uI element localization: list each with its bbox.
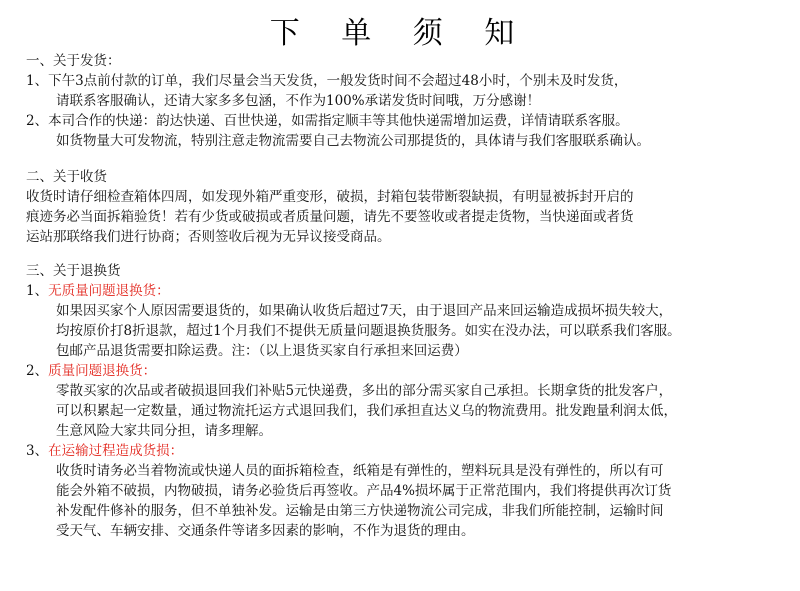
returns-item-1-line-3: 包邮产品退货需要扣除运费。注：（以上退货买家自行承担来回运费） bbox=[56, 343, 468, 359]
returns-item-2-heading bbox=[26, 362, 156, 380]
item-number: 2、 bbox=[26, 363, 49, 379]
item-number: 3、 bbox=[26, 443, 49, 459]
returns-item-3-line-1: 收货时请务必当着物流或快递人员的面拆箱检查，纸箱是有弹性的，塑料玩具是没有弹性的，所以有可 bbox=[56, 463, 664, 479]
returns-item-3-line-2: 能会外箱不破损，内物破损，请务必验货后再签收。产品4%损坏属于正常范围内，我们将提供再次订货 bbox=[56, 483, 672, 499]
item-number: 1、 bbox=[26, 283, 49, 299]
shipping-item-1-line-1: 1、下午3点前付款的订单，我们尽量会当天发货，一般发货时间不会超过48小时，个别未及时发货， bbox=[26, 73, 628, 89]
returns-item-3-line-3: 补发配件修补的服务，但不单独补发。运输是由第三方快递物流公司完成，非我们所能控制，运输时间 bbox=[56, 503, 664, 519]
page-title: 下 单 须 知 bbox=[269, 16, 531, 51]
returns-item-2-line-2: 可以积累起一定数量，通过物流托运方式退回我们，我们承担直达义乌的物流费用。批发跑量利润太低， bbox=[56, 403, 677, 419]
section-shipping-heading: 一、关于发货： bbox=[26, 53, 121, 69]
returns-item-2-line-3: 生意风险大家共同分担，请多理解。 bbox=[56, 423, 272, 439]
returns-item-1-line-2: 均按原价打8折退款，超过1个月我们不提供无质量问题退换货服务。如实在没办法，可以联系我们客服。 bbox=[56, 323, 681, 339]
shipping-item-2-line-1: 2、本司合作的快递：韵达快递、百世快递，如需指定顺丰等其他快递需增加运费，详情请联系客服。 bbox=[26, 113, 629, 129]
returns-item-1-heading bbox=[26, 282, 170, 300]
item-number: 2、 bbox=[26, 113, 49, 129]
returns-item-2-label: 质量问题退换货： bbox=[48, 363, 157, 379]
returns-item-3-heading bbox=[26, 442, 183, 460]
section-returns-heading: 三、关于退换货 bbox=[26, 263, 121, 279]
returns-item-3-line-4: 受天气、车辆安排、交通条件等诸多因素的影响，不作为退货的理由。 bbox=[56, 523, 475, 539]
shipping-item-2-line-2: 如货物量大可发物流，特别注意走物流需要自己去物流公司那提货的，具体请与我们客服联系确认。 bbox=[56, 133, 650, 149]
returns-item-3-label: 在运输过程造成货损： bbox=[48, 443, 184, 459]
section-receiving-heading: 二、关于收货 bbox=[26, 169, 107, 185]
receiving-line-3: 运站那联络我们进行协商；否则签收后视为无异议接受商品。 bbox=[26, 229, 391, 245]
returns-item-1-line-1: 如果因买家个人原因需要退货的，如果确认收货后超过7天，由于退回产品来回运输造成损坏损失较大， bbox=[56, 303, 673, 319]
receiving-line-1: 收货时请仔细检查箱体四周，如发现外箱严重变形，破损，封箱包装带断裂缺损，有明显被拆封开启的 bbox=[26, 189, 634, 205]
shipping-item-1-line-2: 请联系客服确认，还请大家多多包涵，不作为100%承诺发货时间哦，万分感谢！ bbox=[56, 93, 541, 109]
returns-item-1-label: 无质量问题退换货： bbox=[48, 283, 170, 299]
receiving-line-2: 痕迹务必当面拆箱验货！若有少货或破损或者质量问题，请先不要签收或者提走货物，当快递面或者货 bbox=[26, 209, 634, 225]
returns-item-2-line-1: 零散买家的次品或者破损退回我们补贴5元快递费，多出的部分需买家自己承担。长期拿货的批发客户， bbox=[56, 383, 673, 399]
item-number: 1、 bbox=[26, 73, 49, 89]
